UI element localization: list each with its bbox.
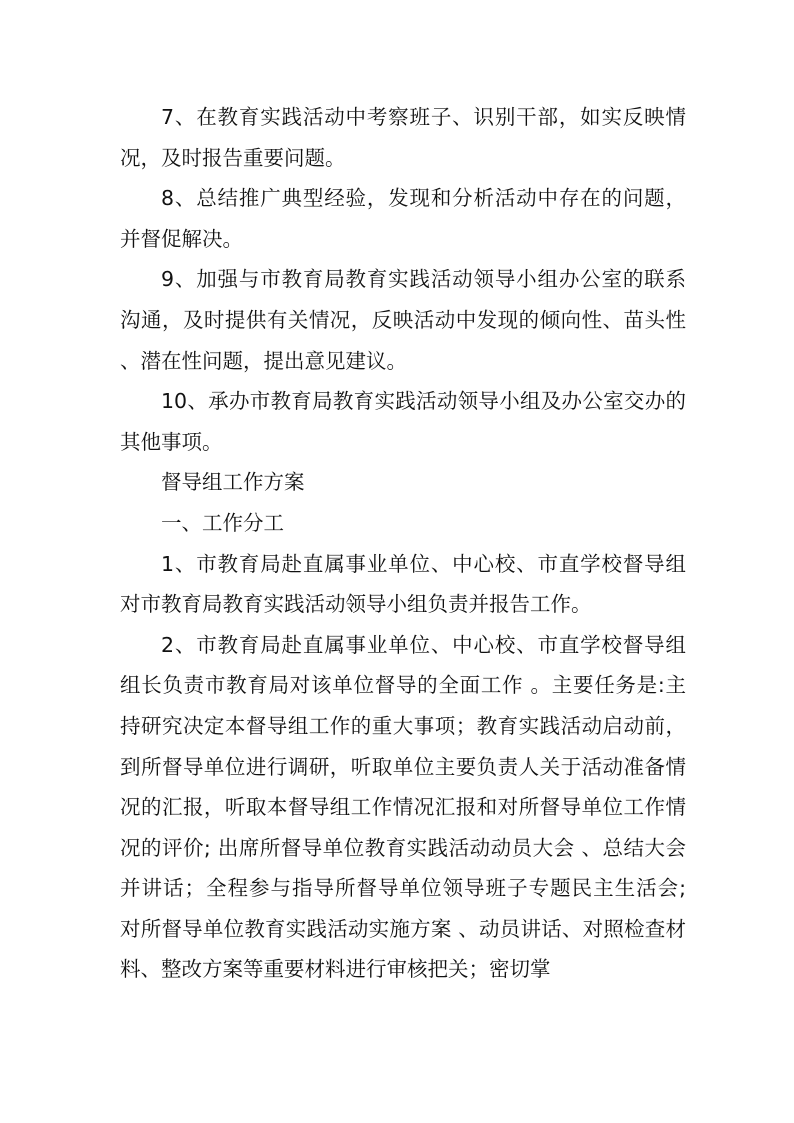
section-heading: 督导组工作方案 <box>161 470 305 495</box>
paragraph-item-7: 7、在教育实践活动中考察班子、识别干部，如实反映情况，及时报告重要问题。 <box>120 105 686 170</box>
subsection-heading: 一、工作分工 <box>161 510 284 535</box>
paragraph-item-2: 2、市教育局赴直属事业单位、中心校、市直学校督导组组长负责市教育局对该单位督导的全面工作 。主要任务是:主持研究决定本督导组工作的重大事项；教育实践活动启动前，到所督导单位进行调研，听取单位主要负责人关于活动准备情况的汇报，听取本督导组工作情况汇报和对所督导单位工作情况的评价; 出席所督导单位教育实践活动动员大会 、总结大会并讲话；全程参与指导所督导单位领导班子专题民主生活会; 对所督导单位教育实践活动实施方案 、动员讲话、对照检查材料、整改方案等重要材料进行审核把关；密切掌 <box>120 632 686 982</box>
paragraph-item-8: 8、总结推广典型经验，发现和分析活动中存在的问题，并督促解决。 <box>120 186 686 251</box>
paragraph-item-1: 1、市教育局赴直属事业单位、中心校、市直学校督导组对市教育局教育实践活动领导小组负责并报告工作。 <box>120 551 686 617</box>
paragraph-item-9: 9、加强与市教育局教育实践活动领导小组办公室的联系沟通，及时提供有关情况，反映活动中发现的倾向性、苗头性、潜在性问题，提出意见建议。 <box>120 267 686 373</box>
document-body <box>120 97 686 990</box>
paragraph-item-10: 10、承办市教育局教育实践活动领导小组及办公室交办的其他事项。 <box>120 389 686 454</box>
